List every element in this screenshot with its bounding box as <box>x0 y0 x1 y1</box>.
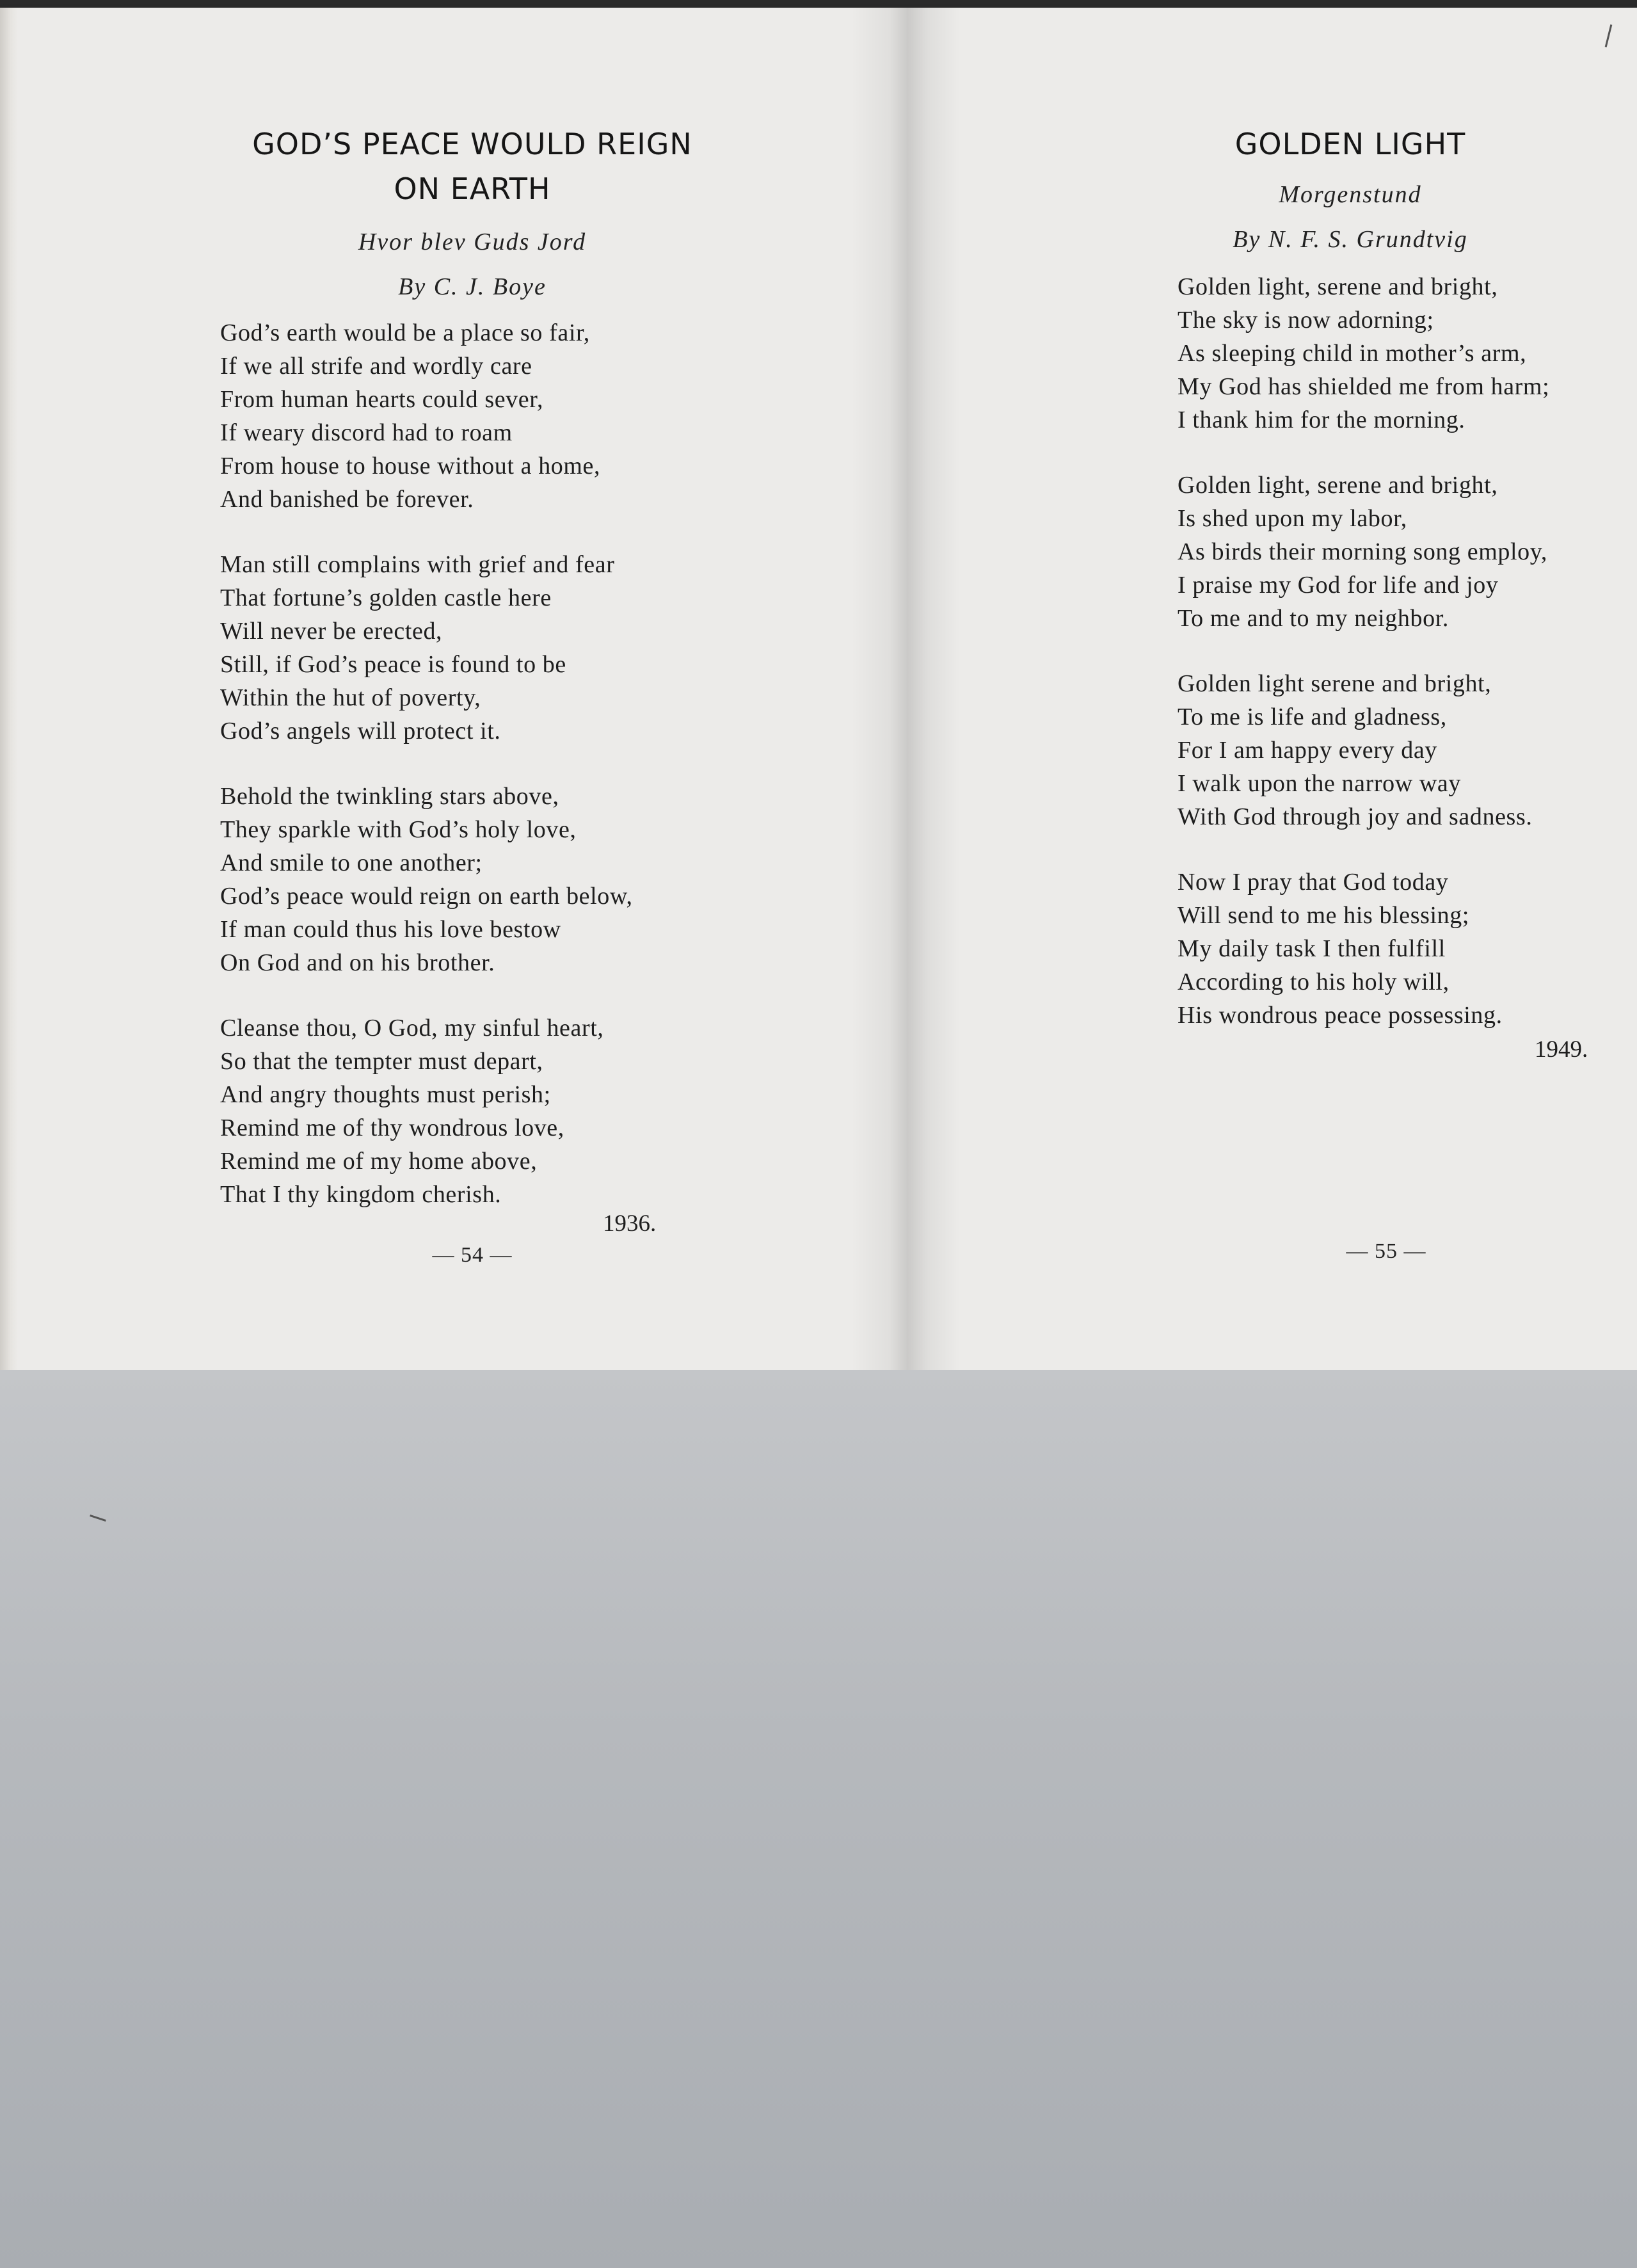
poem-line: My God has shielded me from harm; <box>1178 373 1550 400</box>
poem-line: God’s earth would be a place so fair, <box>220 319 590 346</box>
poem-line: From human hearts could sever, <box>220 386 544 413</box>
poem-stanza <box>220 780 633 979</box>
poem-line: According to his holy will, <box>1178 969 1449 995</box>
right-poem-year: 1949. <box>1535 1036 1588 1063</box>
poem-line: On God and on his brother. <box>220 949 495 976</box>
poem-line: Will send to me his blessing; <box>1178 902 1470 929</box>
scanner-bed <box>0 1370 1637 2268</box>
left-page <box>18 8 915 1370</box>
book-page-edges <box>0 8 18 1370</box>
poem-line: As sleeping child in mother’s arm, <box>1178 340 1527 367</box>
scan-top-edge <box>0 0 1637 8</box>
left-page-subtitle: Hvor blev Guds Jord <box>358 229 587 255</box>
poem-line: From house to house without a home, <box>220 453 601 479</box>
poem-stanza <box>220 316 633 516</box>
poem-stanza <box>1178 469 1549 635</box>
poem-line: For I am happy every day <box>1178 737 1437 764</box>
poem-line: Golden light, serene and bright, <box>1178 273 1498 300</box>
poem-line: With God through joy and sadness. <box>1178 803 1533 830</box>
poem-line: If weary discord had to roam <box>220 419 513 446</box>
right-poem <box>1178 270 1549 1064</box>
right-page <box>915 8 1637 1370</box>
poem-line: If we all strife and wordly care <box>220 353 532 380</box>
poem-stanza <box>220 548 633 748</box>
poem-line: The sky is now adorning; <box>1178 307 1434 334</box>
poem-line: And banished be forever. <box>220 486 474 513</box>
poem-line: As birds their morning song employ, <box>1178 538 1547 565</box>
poem-line: And smile to one another; <box>220 849 483 876</box>
poem-line: My daily task I then fulfill <box>1178 935 1446 962</box>
left-poem-year: 1936. <box>603 1210 657 1237</box>
left-title-line-1: GOD’S PEACE WOULD REIGN <box>252 127 692 161</box>
open-book-spread <box>0 8 1637 1370</box>
book-gutter-shadow <box>851 8 960 1370</box>
poem-stanza <box>1178 270 1549 437</box>
poem-stanza <box>220 1011 633 1211</box>
poem-line: I praise my God for life and joy <box>1178 572 1499 599</box>
poem-line: His wondrous peace possessing. <box>1178 1002 1503 1029</box>
left-poem <box>220 316 633 1243</box>
poem-line: Cleanse thou, O God, my sinful heart, <box>220 1015 604 1042</box>
poem-line: And angry thoughts must perish; <box>220 1081 551 1108</box>
poem-line: Is shed upon my labor, <box>1178 505 1407 532</box>
poem-line: Now I pray that God today <box>1178 869 1449 896</box>
left-page-title <box>184 122 760 211</box>
poem-line: I thank him for the morning. <box>1178 406 1465 433</box>
left-title-line-2: ON EARTH <box>394 172 551 206</box>
poem-line: That I thy kingdom cherish. <box>220 1181 502 1208</box>
left-page-author: By C. J. Boye <box>398 273 547 300</box>
poem-line: Within the hut of poverty, <box>220 684 481 711</box>
poem-stanza <box>1178 865 1549 1032</box>
poem-line: That fortune’s golden castle here <box>220 584 552 611</box>
poem-line: Man still complains with grief and fear <box>220 551 615 578</box>
poem-line: I walk upon the narrow way <box>1178 770 1461 797</box>
poem-line: Remind me of thy wondrous love, <box>220 1114 564 1141</box>
poem-line: Still, if God’s peace is found to be <box>220 651 566 678</box>
poem-line: Golden light serene and bright, <box>1178 670 1492 697</box>
right-page-subtitle: Morgenstund <box>1279 181 1422 208</box>
poem-line: Behold the twinkling stars above, <box>220 783 559 810</box>
right-page-title: GOLDEN LIGHT <box>1234 127 1466 161</box>
left-page-number: — 54 — <box>432 1243 513 1267</box>
poem-line: Golden light, serene and bright, <box>1178 472 1498 499</box>
poem-stanza <box>1178 667 1549 833</box>
right-page-number: — 55 — <box>1346 1239 1426 1263</box>
poem-line: So that the tempter must depart, <box>220 1048 543 1075</box>
right-page-author: By N. F. S. Grundtvig <box>1233 226 1468 253</box>
poem-line: They sparkle with God’s holy love, <box>220 816 577 843</box>
poem-line: To me and to my neighbor. <box>1178 605 1449 632</box>
poem-line: God’s peace would reign on earth below, <box>220 883 633 910</box>
poem-line: God’s angels will protect it. <box>220 718 501 744</box>
poem-line: To me is life and gladness, <box>1178 704 1447 730</box>
poem-line: Will never be erected, <box>220 618 443 645</box>
poem-line: If man could thus his love bestow <box>220 916 561 943</box>
poem-line: Remind me of my home above, <box>220 1148 538 1175</box>
